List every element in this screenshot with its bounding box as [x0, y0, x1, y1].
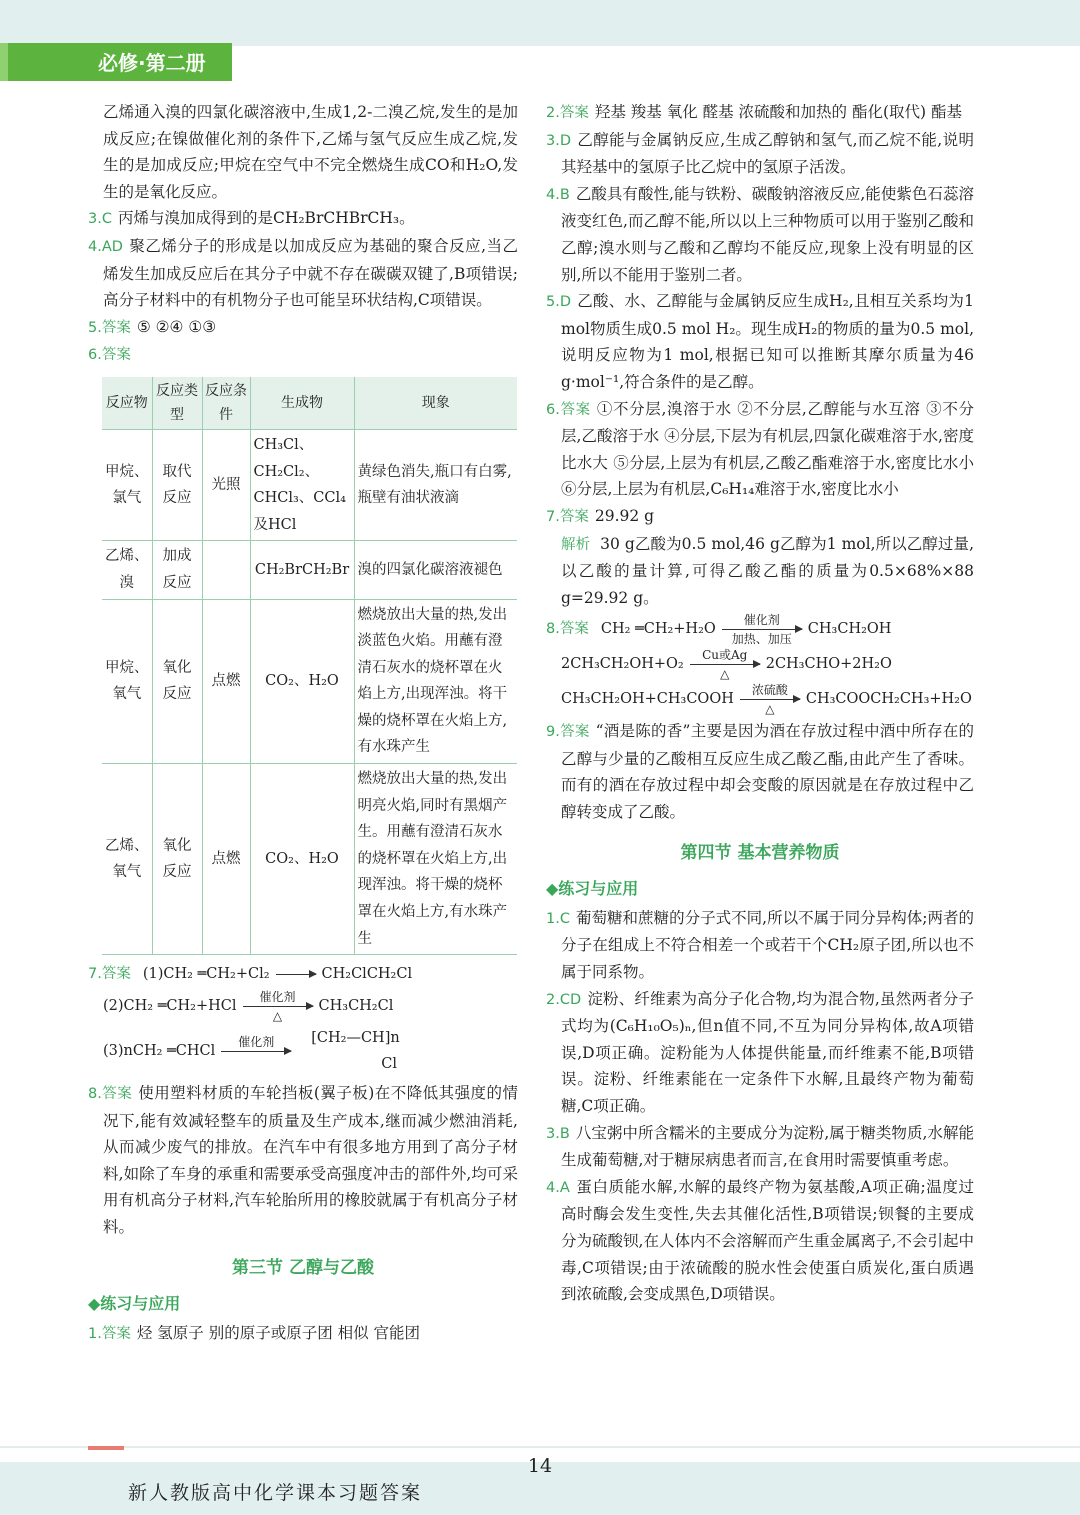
answer-text: 八宝粥中所含糯米的主要成分为淀粉,属于糖类物质,水解能生成葡萄糖,对于糖尿病患者而言,在食用时需要慎重考虑。 [561, 1123, 974, 1170]
reaction-arrow [276, 972, 316, 977]
polymer-formula [311, 1025, 399, 1078]
answer-2 [546, 99, 974, 127]
answer-6 [546, 396, 974, 503]
table-header: 反应条件 [202, 377, 250, 430]
answer-number: 4.B [546, 186, 570, 203]
answer-number: 8.答案 [88, 1086, 133, 1102]
equation-right: CH₃COOCH₂CH₃+H₂O [805, 691, 972, 708]
table-cell: CO₂、H₂O [250, 764, 354, 955]
answer-s4-1 [546, 905, 974, 986]
condition-top: 催化剂 [743, 613, 780, 628]
table-header-row [102, 377, 517, 430]
answer-text: 使用塑料材质的车轮挡板(翼子板)在不降低其强度的情况下,能有效减轻整车的质量及生产成本,继而减少燃油消耗,从而减少废气的排放。在汽车中有很多地方用到了高分子材料,如除了车身的承重和需要承受高强度冲击的部件外,均可采用有机高分子材料,汽车轮胎所用的橡胶就属于有机高分子材料。 [103, 1084, 518, 1236]
left-column [88, 99, 518, 1347]
answer-number: 7.答案 [88, 966, 131, 983]
table-cell: CO₂、H₂O [250, 599, 354, 764]
table-header: 反应类型 [152, 377, 202, 430]
table-header: 生成物 [250, 377, 354, 430]
table-cell: 甲烷、氯气 [102, 429, 152, 540]
page-number: 14 [527, 1455, 553, 1477]
answer-text: 葡萄糖和蔗糖的分子式不同,所以不属于同分异构体;两者的分子在组成上不符合相差一个或若干个CH₂原子团,所以也不属于同系物。 [561, 908, 974, 982]
answer-number: 3.D [546, 132, 571, 149]
practice-heading: ◆练习与应用 [546, 879, 639, 899]
equation-right: CH₂ClCH₂Cl [321, 966, 413, 983]
reaction-arrow [740, 683, 800, 716]
answer-4 [546, 181, 974, 288]
table-cell: 点燃 [202, 764, 250, 955]
table-cell: 溴的四氯化碳溶液褪色 [354, 541, 517, 599]
condition-top: Cu或Ag [702, 648, 748, 663]
section-title: 第三节 乙醇与乙酸 [232, 1257, 374, 1278]
answer-3 [88, 205, 518, 233]
table-cell: 光照 [202, 429, 250, 540]
answer-text: ⑤ ②④ ①③ [136, 317, 217, 336]
analysis-7 [546, 531, 974, 612]
answer-number: 3.C [88, 211, 112, 228]
answer-number: 5.D [546, 294, 571, 311]
condition-bottom: 加热、加压 [731, 632, 792, 647]
answer-text: 乙醇能与金属钠反应,生成乙醇钠和氢气,而乙烷不能,说明其羟基中的氢原子比乙烷中的氢原子活泼。 [561, 130, 974, 177]
equation-left: CH₃CH₂OH+CH₃COOH [561, 691, 734, 708]
answer-4 [88, 233, 518, 314]
table-cell: 加成反应 [152, 541, 202, 599]
answer-number: 8.答案 [546, 621, 589, 638]
table-cell: CH₃Cl、CH₂Cl₂、CHCl₃、CCl₄及HCl [250, 429, 354, 540]
equation-left: CH₂ ═CH₂+H₂O [600, 621, 716, 638]
table-row [102, 429, 517, 540]
section-title: 第四节 基本营养物质 [680, 842, 840, 863]
table-cell: 黄绿色消失,瓶口有白雾,瓶壁有油状液滴 [354, 429, 517, 540]
top-band [0, 0, 1080, 46]
analysis-text: 30 g乙酸为0.5 mol,46 g乙醇为1 mol,所以乙醇过量,以乙酸的量计算,可得乙酸乙酯的质量为0.5×68%×88 g=29.92 g。 [561, 534, 974, 607]
answer-number: 2.答案 [546, 105, 589, 121]
answer-s4-3 [546, 1120, 974, 1174]
reaction-table [102, 377, 517, 955]
answer-s4-4 [546, 1174, 974, 1308]
answer-text: 羟基 羧基 氧化 醛基 浓硫酸和加热的 酯化(取代) 酯基 [594, 103, 963, 121]
table-row [102, 599, 517, 764]
table-cell: 点燃 [202, 599, 250, 764]
answer-9 [546, 718, 974, 825]
answer-6 [88, 341, 518, 369]
answer-8 [546, 613, 974, 716]
equation-right: 2CH₃CHO+2H₂O [765, 656, 892, 673]
banner-accent [0, 43, 8, 81]
table-cell: CH₂BrCH₂Br [250, 541, 354, 599]
table-header: 现象 [354, 377, 517, 430]
answer-text: 淀粉、纤维素为高分子化合物,均为混合物,虽然两者分子式均为(C₆H₁₀O₅)ₙ,但n值不同,不互为同分异构体,故A项错误,D项正确。淀粉能为人体提供能量,而纤维素不能,B项错误。淀粉、纤维素能在一定条件下水解,且最终产物为葡萄糖,C项正确。 [561, 989, 974, 1115]
table-header: 反应物 [102, 377, 152, 430]
equation-right: [CH₂—CH]n [311, 1029, 400, 1046]
equation-left: (3)nCH₂ ═CHCl [103, 1043, 216, 1060]
footer-accent [88, 1446, 124, 1450]
condition-bottom: △ [272, 1008, 283, 1023]
analysis-label: 解析 [561, 536, 591, 553]
answer-text: “酒是陈的香”主要是因为酒在存放过程中酒中所存在的乙醇与少量的乙酸相互反应生成乙酸乙酯,由此产生了香味。而有的酒在存放过程中却会变酸的原因就是在存放过程中乙醇转变成了乙酸。 [561, 722, 974, 822]
answer-number: 6.答案 [88, 347, 131, 364]
intro-paragraph: 乙烯通入溴的四氯化碳溶液中,生成1,2-二溴乙烷,发生的是加成反应;在镍做催化剂的条件下,乙烯与氢气反应生成乙烷,发生的是加成反应;甲烷在空气中不完全燃烧生成CO和H₂O,发生的是氧化反应。 [103, 103, 518, 201]
answer-5 [546, 288, 974, 395]
equation-left: (2)CH₂ ═CH₂+HCl [103, 998, 237, 1015]
table-row [102, 764, 517, 955]
reaction-arrow [690, 648, 760, 681]
equation-right: CH₃CH₂Cl [318, 998, 394, 1015]
table-cell: 乙烯、溴 [102, 541, 152, 599]
answer-number: 9.答案 [546, 724, 590, 741]
answer-7 [88, 961, 518, 1078]
answer-number: 7.答案 [546, 508, 589, 525]
footer-divider [0, 1446, 1080, 1448]
answer-text: 聚乙烯分子的形成是以加成反应为基础的聚合反应,当乙烯发生加成反应后在其分子中就不存在碳碳双键了,B项错误;高分子材料中的有机物分子也可能呈环状结构,C项错误。 [103, 236, 518, 310]
answer-text: 乙酸、水、乙醇能与金属钠反应生成H₂,且相互关系均为1 mol物质生成0.5 mol H₂。现生成H₂的物质的量为0.5 mol,说明反应物为1 mol,根据已知可以推断其摩尔质量为46 g·mol⁻¹,符合条件的是乙醇。 [561, 292, 974, 391]
answer-3 [546, 127, 974, 181]
answer-7 [546, 503, 974, 531]
answer-text: 丙烯与溴加成得到的是CH₂BrCHBrCH₃。 [117, 209, 415, 228]
answer-text: 蛋白质能水解,水解的最终产物为氨基酸,A项正确;温度过高时酶会发生变性,失去其催化活性,B项错误;钡餐的主要成分为硫酸钡,在人体内不会溶解而产生重金属离子,不会引起中毒,C项错误;由于浓硫酸的脱水性会使蛋白质炭化,蛋白质遇到浓硫酸,会变成黑色,D项错误。 [561, 1177, 974, 1304]
answer-text: 烃 氢原子 别的原子或原子团 相似 官能团 [136, 1323, 421, 1342]
answer-number: 3.B [546, 1125, 570, 1142]
table-cell: 乙烯、氧气 [102, 764, 152, 955]
practice-heading: ◆练习与应用 [88, 1294, 181, 1314]
answer-number: 6.答案 [546, 401, 591, 418]
table-cell [202, 541, 250, 599]
answer-number: 4.A [546, 1179, 570, 1196]
condition-bottom: △ [765, 702, 775, 717]
table-cell: 氧化反应 [152, 764, 202, 955]
answer-text: 29.92 g [594, 506, 655, 525]
table-cell: 取代反应 [152, 429, 202, 540]
equation-left: (1)CH₂ ═CH₂+Cl₂ [142, 966, 270, 983]
condition-top: 浓硫酸 [751, 683, 788, 698]
table-cell: 甲烷、氧气 [102, 599, 152, 764]
answer-s3-1 [88, 1320, 518, 1348]
answer-number: 2.CD [546, 991, 582, 1008]
answer-number: 1.答案 [88, 1325, 131, 1342]
table-cell: 燃烧放出大量的热,发出明亮火焰,同时有黑烟产生。用蘸有澄清石灰水的烧杯罩在火焰上方,出现浑浊。将干燥的烧杯罩在火焰上方,有水珠产生 [354, 764, 517, 955]
answer-text: 乙酸具有酸性,能与铁粉、碳酸钠溶液反应,能使紫色石蕊溶液变红色,而乙醇不能,所以以上三种物质可以用于鉴别乙酸和乙醇;溴水则与乙酸和乙醇均不能反应,现象上没有明显的区别,所以不能用于鉴别二者。 [561, 184, 974, 284]
condition-top: 催化剂 [259, 989, 296, 1004]
condition-bottom: △ [720, 667, 730, 682]
table-cell: 燃烧放出大量的热,发出淡蓝色火焰。用蘸有澄清石灰水的烧杯罩在火焰上方,出现浑浊。将干燥的烧杯罩在火焰上方,有水珠产生 [354, 599, 517, 764]
equation-left: 2CH₃CH₂OH+O₂ [561, 656, 684, 673]
book-title: 新人教版高中化学课本习题答案 [128, 1482, 423, 1504]
right-column [546, 99, 974, 1308]
answer-number: 1.C [546, 910, 570, 927]
condition-top: 催化剂 [238, 1034, 275, 1049]
answer-number: 5.答案 [88, 319, 131, 336]
polymer-substituent: Cl [381, 1056, 397, 1073]
reaction-arrow [722, 613, 802, 646]
equation-right: CH₃CH₂OH [807, 621, 892, 638]
reaction-arrow [243, 990, 313, 1023]
table-cell: 氧化反应 [152, 599, 202, 764]
answer-text: ①不分层,溴溶于水 ②不分层,乙醇能与水互溶 ③不分层,乙酸溶于水 ④分层,下层为有机层,四氯化碳难溶于水,密度比水大 ⑤分层,上层为有机层,乙酸乙酯难溶于水,密度比水小 ⑥分层,上层为有机层,C₆H₁₄难溶于水,密度比水小 [561, 399, 974, 499]
answer-5 [88, 314, 518, 342]
answer-s4-2 [546, 986, 974, 1120]
reaction-arrow [221, 1035, 291, 1068]
answer-8 [88, 1080, 518, 1241]
answer-number: 4.AD [88, 238, 123, 255]
table-row [102, 541, 517, 599]
header-title: 必修·第二册 [98, 51, 206, 75]
